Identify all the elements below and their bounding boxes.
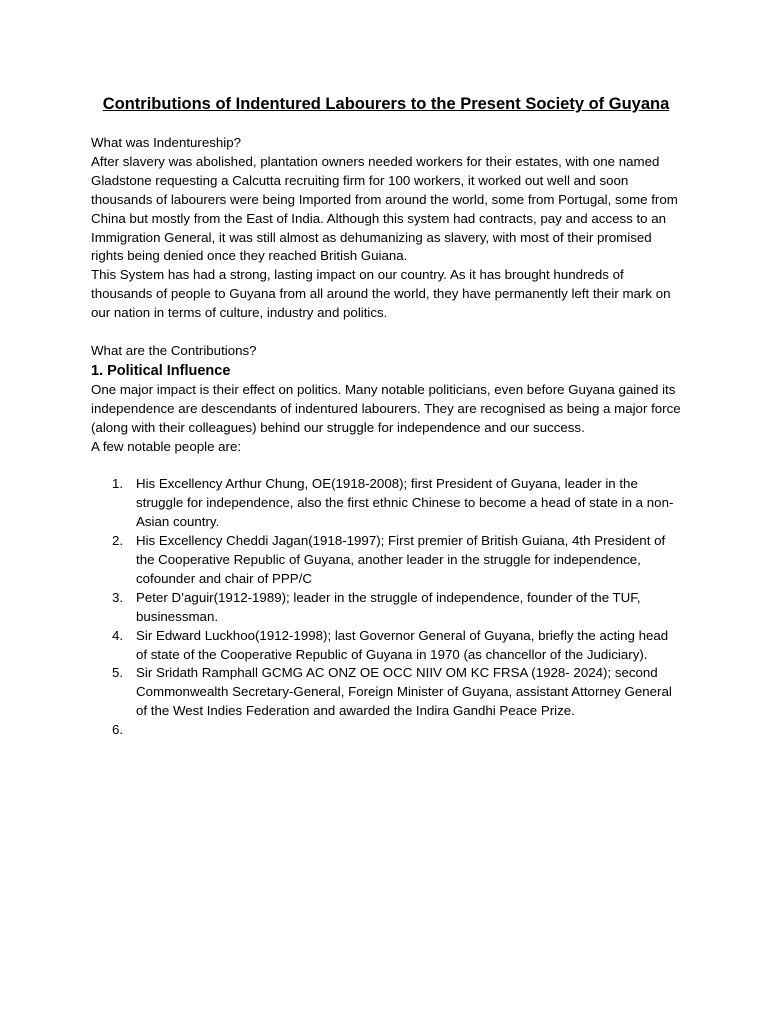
list-item-text: His Excellency Cheddi Jagan(1918-1997); First premier of British Guiana, 4th President of the Cooperative Republic of Guyana, another leader in the struggle for independence, cofounder and chair of PPP/C: [136, 533, 666, 586]
document-title: Contributions of Indentured Labourers to the Present Society of Guyana: [102, 95, 670, 113]
contributions-question: What are the Contributions?: [91, 342, 257, 358]
list-item: [91, 475, 681, 532]
list-item: [91, 532, 681, 589]
list-item-text: His Excellency Arthur Chung, OE(1918-2008); first President of Guyana, leader in the struggle for independence, also the first ethnic Chinese to become a head of state in a non-Asian country.: [136, 476, 674, 530]
list-item-text: Peter D’aguir(1912-1989); leader in the struggle of independence, founder of the TUF, businessman.: [136, 589, 641, 624]
list-number: 1.: [112, 476, 124, 492]
list-number: 4.: [112, 627, 124, 643]
list-item-text: Sir Edward Luckhoo(1912-1998); last Governor General of Guyana, briefly the acting head of state of the Cooperative Republic of Guyana in 1970 (as chancellor of the Judiciary).: [136, 627, 669, 662]
list-number: 6.: [112, 722, 124, 738]
list-item: [91, 627, 681, 665]
paragraph-spacer: [91, 323, 681, 342]
political-influence-heading: 1. Political Influence: [91, 362, 231, 379]
notable-people-intro: A few notable people are:: [91, 438, 242, 454]
notable-people-list: [91, 475, 681, 738]
list-item-text: Sir Sridath Ramphall GCMG AC ONZ OE OCC NIIV OM KC FRSA (1928- 2024); second Commonwealth Secretary-General, Foreign Minister of Guyana, assistant Attorney General of the West Indies Federation and awarded the Indira Gandhi Peace Prize.: [136, 665, 672, 719]
list-number: 5.: [112, 665, 124, 681]
indentureship-paragraph-1: After slavery was abolished, plantation owners needed workers for their estates, with one named Gladstone requesting a Calcutta recruiting firm for 100 workers, it worked out well and soon thousands of labourers were being Imported from around the world, some from Portugal, some from China but mostly from the East of India. Although this system had contracts, pay and access to an Immigration General, it was still almost as dehumanizing as slavery, with most of their promised rights being denied once they reached British Guiana.: [91, 153, 678, 264]
political-influence-paragraph: One major impact is their effect on politics. Many notable politicians, even before Guyana gained its independence are descendants of indentured labourers. They are recognised as being a major force (along with their colleagues) behind our struggle for independence and our success.: [91, 381, 681, 435]
document-page: [91, 92, 681, 738]
list-item: [91, 589, 681, 627]
list-number: 3.: [112, 589, 124, 605]
list-item: [91, 664, 681, 721]
indentureship-question: What was Indentureship?: [91, 135, 242, 150]
indentureship-paragraph-2: This System has had a strong, lasting impact on our country. As it has brought hundreds of thousands of people to Guyana from all around the world, they have permanently left their mark on our nation in terms of culture, industry and politics.: [91, 267, 671, 321]
list-number: 2.: [112, 533, 124, 549]
list-spacer: [91, 456, 681, 475]
